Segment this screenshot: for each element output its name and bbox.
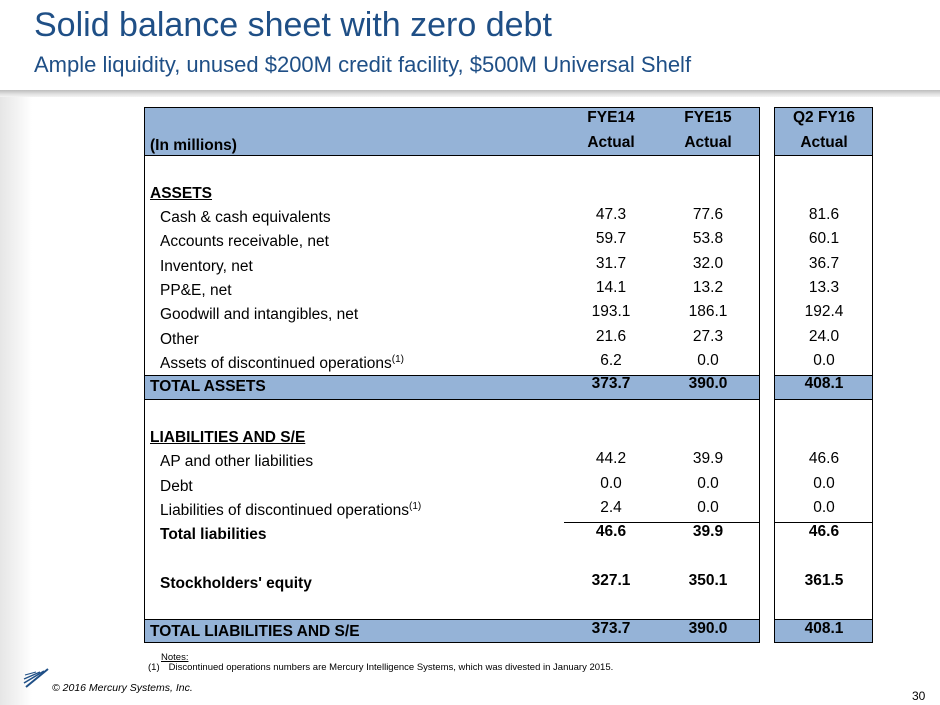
row-label: TOTAL LIABILITIES AND S/E (150, 623, 360, 640)
cell-q2fy16: 408.1 (804, 620, 844, 637)
cell-fye15: 77.6 (692, 206, 724, 223)
col-header-fye15-line2: Actual (684, 134, 732, 151)
total-liabilities-row (144, 523, 873, 547)
cell-q2fy16: 60.1 (808, 230, 840, 247)
col-header-fye14-line2: Actual (587, 134, 635, 151)
equity-row (144, 572, 873, 596)
cell-fye15: 39.9 (692, 523, 724, 540)
cell-fye15: 350.1 (688, 572, 728, 589)
cell-fye14: 373.7 (591, 375, 631, 392)
cell-fye14: 44.2 (595, 450, 627, 467)
table-row (144, 352, 873, 376)
cell-q2fy16: 408.1 (804, 375, 844, 392)
note-item (148, 662, 613, 673)
cell-q2fy16: 24.0 (808, 328, 840, 345)
cell-q2fy16: 0.0 (813, 499, 835, 516)
cell-fye14: 46.6 (595, 523, 627, 540)
table-row (144, 450, 873, 474)
table-row (144, 230, 873, 254)
cell-fye15: 390.0 (688, 620, 728, 637)
row-label: Liabilities of discontinued operations$^{(1)}$ (160, 500, 422, 519)
assets-heading-row (144, 182, 873, 206)
cell-fye14: 59.7 (595, 230, 627, 247)
left-decor-strip (0, 97, 32, 705)
units-label: (In millions) (150, 137, 237, 154)
table-row (144, 499, 873, 523)
row-label: Debt (160, 478, 193, 495)
cell-fye14: 327.1 (591, 572, 631, 589)
header-row-1 (144, 109, 873, 133)
cell-fye15: 186.1 (688, 303, 728, 320)
cell-fye14: 193.1 (591, 303, 631, 320)
cell-fye14: 47.3 (595, 206, 627, 223)
row-label: Accounts receivable, net (160, 233, 329, 250)
footnote-marker: (1) (409, 500, 422, 512)
row-label: Cash & cash equivalents (160, 209, 331, 226)
cell-fye14: 21.6 (595, 328, 627, 345)
balance-sheet-table (144, 107, 873, 643)
liabilities-heading: LIABILITIES AND S/E (150, 429, 306, 446)
cell-fye14: 14.1 (595, 279, 627, 296)
table-row (144, 206, 873, 230)
row-label: Other (160, 331, 199, 348)
cell-fye15: 0.0 (697, 475, 719, 492)
row-label: Goodwill and intangibles, net (160, 306, 359, 323)
col-header-q2fy16-line2: Actual (800, 134, 848, 151)
cell-q2fy16: 0.0 (813, 475, 835, 492)
row-label: Total liabilities (160, 526, 267, 543)
table-row (144, 255, 873, 279)
cell-q2fy16: 0.0 (813, 352, 835, 369)
cell-fye14: 6.2 (600, 352, 622, 369)
table-row (144, 303, 873, 327)
cell-q2fy16: 13.3 (808, 279, 840, 296)
header-divider (0, 90, 940, 97)
row-label: Inventory, net (160, 258, 253, 275)
cell-fye15: 390.0 (688, 375, 728, 392)
cell-fye14: 31.7 (595, 255, 627, 272)
cell-q2fy16: 361.5 (804, 572, 844, 589)
cell-q2fy16: 46.6 (808, 450, 840, 467)
cell-fye15: 27.3 (692, 328, 724, 345)
row-label: PP&E, net (160, 282, 232, 299)
total-liab-se-row (144, 620, 873, 644)
cell-fye14: 2.4 (600, 499, 622, 516)
cell-q2fy16: 192.4 (804, 303, 844, 320)
row-label: Stockholders' equity (160, 575, 312, 592)
table-row (144, 279, 873, 303)
cell-fye15: 13.2 (692, 279, 724, 296)
assets-heading: ASSETS (150, 185, 213, 202)
table-row (144, 475, 873, 499)
col-header-q2fy16-line1: Q2 FY16 (792, 109, 856, 126)
row-label: Assets of discontinued operations$^{(1)}$ (160, 353, 405, 372)
col-header-fye14-line1: FYE14 (587, 109, 635, 126)
cell-fye14: 373.7 (591, 620, 631, 637)
cell-fye15: 53.8 (692, 230, 724, 247)
cell-q2fy16: 36.7 (808, 255, 840, 272)
col-header-fye15-line1: FYE15 (684, 109, 732, 126)
header-row-2 (144, 134, 873, 158)
cell-fye15: 0.0 (697, 352, 719, 369)
page-number: 30 (912, 689, 926, 703)
mercury-logo-icon (22, 667, 50, 689)
notes-title: Notes: (161, 652, 189, 663)
total-assets-row (144, 375, 873, 399)
cell-q2fy16: 81.6 (808, 206, 840, 223)
cell-fye15: 0.0 (697, 499, 719, 516)
row-label: TOTAL ASSETS (150, 378, 266, 395)
cell-fye15: 39.9 (692, 450, 724, 467)
table-row (144, 328, 873, 352)
liabilities-heading-row (144, 426, 873, 450)
footnote-marker: (1) (391, 353, 405, 365)
note-text: Discontinued operations numbers are Mercury Intelligence Systems, which was divested in January 2015. (168, 662, 614, 673)
page-title: Solid balance sheet with zero debt (34, 6, 552, 44)
copyright: © 2016 Mercury Systems, Inc. (52, 682, 193, 694)
cell-fye15: 32.0 (692, 255, 724, 272)
cell-fye14: 0.0 (600, 475, 622, 492)
row-label: AP and other liabilities (160, 453, 314, 470)
page-subtitle: Ample liquidity, unused $200M credit facility, $500M Universal Shelf (34, 52, 692, 77)
note-number: (1) (148, 662, 160, 673)
cell-q2fy16: 46.6 (808, 523, 840, 540)
